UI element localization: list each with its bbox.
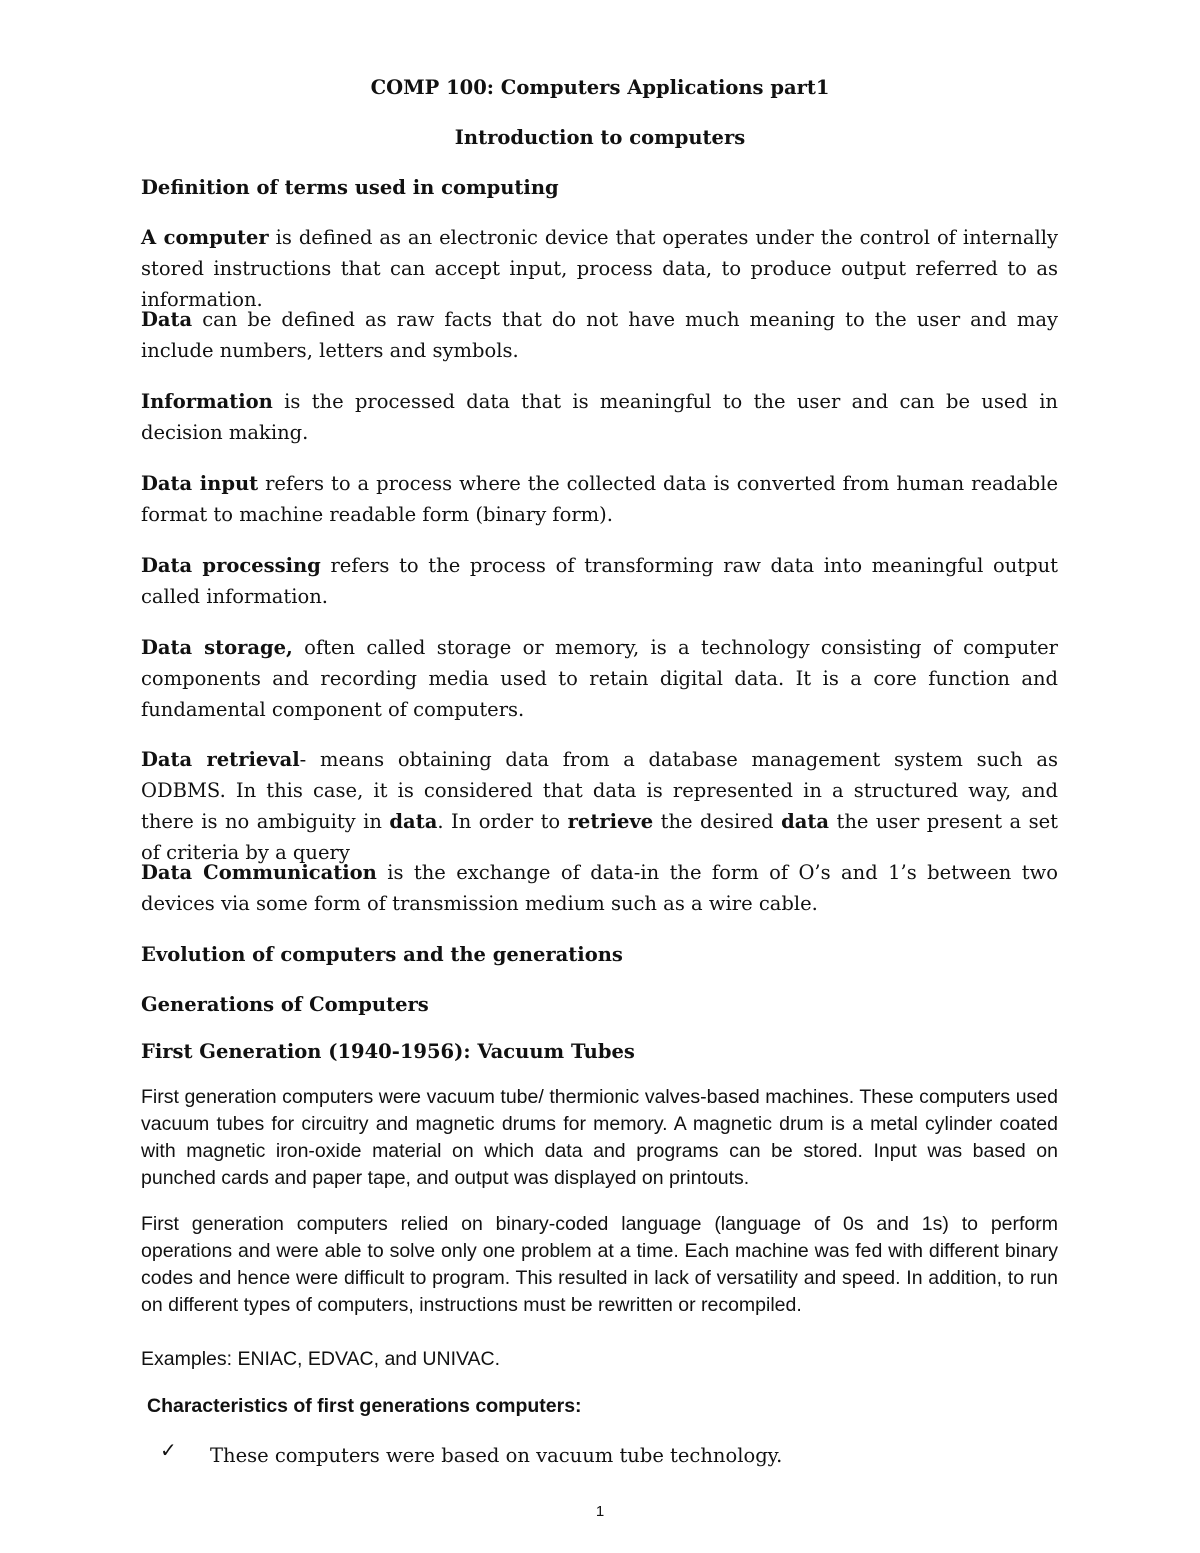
retrieval-bold-data: data xyxy=(389,810,438,833)
paragraph-data-communication xyxy=(141,857,1058,919)
retrieval-text-1: - means obtaining data from a database management system such as ODBMS. In this case, it is considered that data is represented in a structured way, and there is no ambiguity in xyxy=(141,748,1058,833)
retrieval-bold-retrieve: retrieve xyxy=(567,810,654,833)
paragraph-data-processing xyxy=(141,550,1058,612)
paragraph-data xyxy=(141,304,1058,366)
definition-data-communication: is the exchange of data-in the form of O’s and 1’s between two devices via some form of transmission medium such as a wire cable. xyxy=(141,861,1058,915)
retrieval-bold-data-2: data xyxy=(781,810,830,833)
definitions-heading: Definition of terms used in computing xyxy=(141,176,559,199)
checkmark-icon: ✓ xyxy=(160,1438,177,1462)
definition-data: can be defined as raw facts that do not have much meaning to the user and may include numbers, letters and symbols. xyxy=(141,308,1058,362)
examples-line: Examples: ENIAC, EDVAC, and UNIVAC. xyxy=(141,1348,501,1370)
retrieval-text-4: the user present a set of criteria by a query xyxy=(141,810,1058,864)
page-number: 1 xyxy=(595,1503,605,1520)
first-generation-paragraph-1: First generation computers were vacuum tube/ thermionic valves-based machines. These computers used vacuum tubes for circuitry and magnetic drums for memory. A magnetic drum is a metal cylinder coated with magnetic iron-oxide material on which data and programs can be stored. Input was based on punched cards and paper tape, and output was displayed on printouts. xyxy=(141,1086,1058,1189)
term-computer: A computer xyxy=(141,226,269,249)
paragraph-data-retrieval xyxy=(141,744,1058,868)
paragraph-computer xyxy=(141,222,1058,315)
definition-information: is the processed data that is meaningful to the user and can be used in decision making. xyxy=(141,390,1058,444)
term-data-processing: Data processing xyxy=(141,554,321,577)
retrieval-text-3: the desired xyxy=(653,810,782,833)
characteristics-heading: Characteristics of first generations computers: xyxy=(147,1395,582,1417)
paragraph-information xyxy=(141,386,1058,448)
term-data-retrieval: Data retrieval xyxy=(141,748,300,771)
first-generation-paragraph-2: First generation computers relied on binary-coded language (language of 0s and 1s) to perform operations and were able to solve only one problem at a time. Each machine was fed with different binary codes and hence were difficult to program. This resulted in lack of versatility and speed. In addition, to run on different types of computers, instructions must be rewritten or recompiled. xyxy=(141,1213,1058,1316)
paragraph-data-input xyxy=(141,468,1058,530)
generations-heading: Generations of Computers xyxy=(141,993,429,1016)
retrieval-text-2: . In order to xyxy=(437,810,568,833)
evolution-heading: Evolution of computers and the generations xyxy=(141,943,623,966)
bullet-item: These computers were based on vacuum tube technology. xyxy=(210,1444,783,1467)
definition-data-input: refers to a process where the collected data is converted from human readable format to machine readable form (binary form). xyxy=(141,472,1058,526)
term-data-storage: Data storage, xyxy=(141,636,293,659)
term-data-communication: Data Communication xyxy=(141,861,377,884)
document-subtitle: Introduction to computers xyxy=(454,126,746,149)
first-generation-heading: First Generation (1940-1956): Vacuum Tubes xyxy=(141,1040,635,1063)
definition-computer: is defined as an electronic device that operates under the control of internally stored instructions that can accept input, process data, to produce output referred to as information. xyxy=(141,226,1059,311)
document-title: COMP 100: Computers Applications part1 xyxy=(370,76,830,99)
term-data-input: Data input xyxy=(141,472,259,495)
definition-data-processing: refers to the process of transforming raw data into meaningful output called information. xyxy=(141,554,1058,608)
definition-data-storage: often called storage or memory, is a technology consisting of computer components and recording media used to retain digital data. It is a core function and fundamental component of computers. xyxy=(141,636,1058,721)
term-information: Information xyxy=(141,390,273,413)
term-data: Data xyxy=(141,308,193,331)
paragraph-data-storage xyxy=(141,632,1058,725)
